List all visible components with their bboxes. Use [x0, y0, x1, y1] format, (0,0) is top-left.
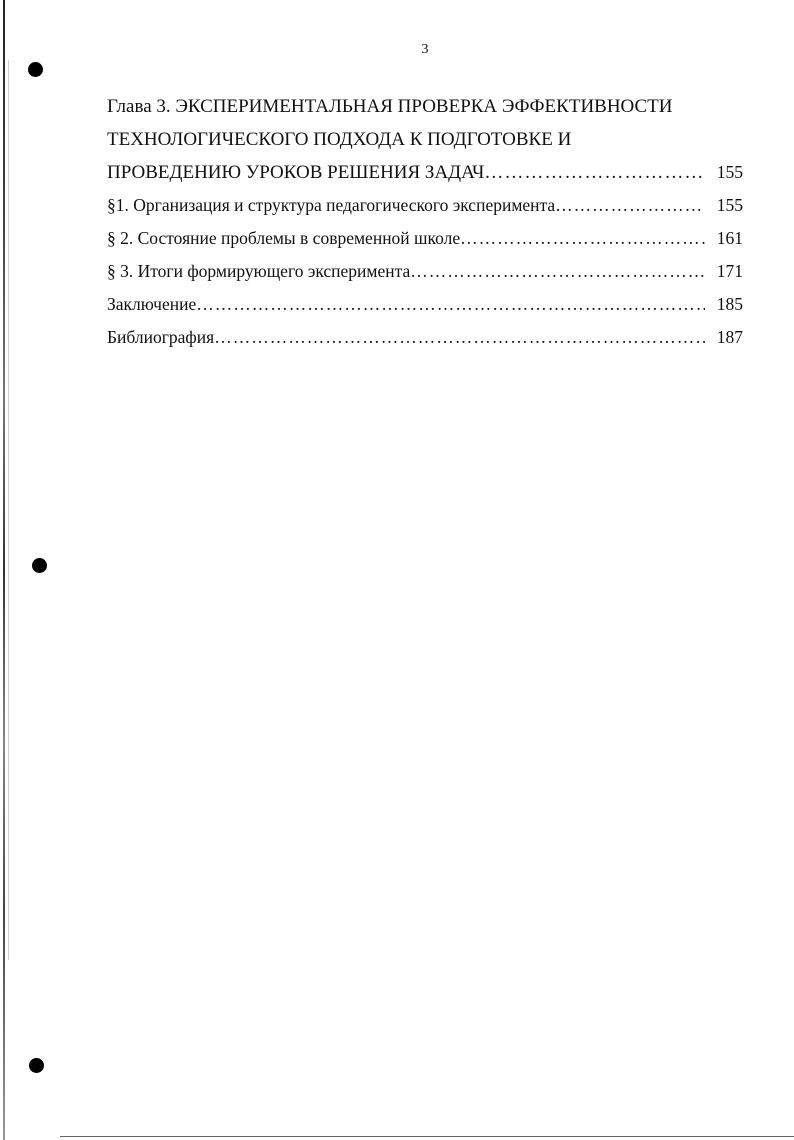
table-of-contents [107, 90, 743, 354]
dot-leader [196, 288, 705, 321]
toc-entry-page: 171 [716, 261, 743, 281]
toc-entry-label: § 3. Итоги формирующего эксперимента [107, 261, 411, 281]
toc-entry-chapter-3[interactable] [107, 156, 743, 189]
dot-leader [214, 321, 705, 354]
scan-bottom-edge [60, 1136, 794, 1137]
dot-leader [410, 255, 705, 288]
toc-entry-label: Заключение [107, 294, 197, 314]
toc-entry-page: 187 [716, 327, 743, 347]
toc-entry-label: ПРОВЕДЕНИЮ УРОКОВ РЕШЕНИЯ ЗАДАЧ [107, 162, 485, 183]
dot-leader [484, 156, 705, 189]
toc-entry-section-2[interactable] [107, 222, 743, 255]
page-number: 3 [421, 42, 429, 57]
scan-left-edge-shadow [8, 60, 9, 960]
dot-leader [555, 189, 705, 222]
toc-entry-conclusion[interactable] [107, 288, 743, 321]
toc-entry-bibliography[interactable] [107, 321, 743, 354]
toc-entry-page: 185 [716, 294, 743, 314]
toc-entry-page: 161 [716, 228, 743, 248]
binder-hole-middle [32, 558, 47, 573]
toc-entry-page: 155 [716, 162, 743, 182]
toc-entry-section-3[interactable] [107, 255, 743, 288]
chapter-3-title-line-1: Глава 3. ЭКСПЕРИМЕНТАЛЬНАЯ ПРОВЕРКА ЭФФЕКТИВНОСТИ [107, 96, 673, 117]
toc-entry-label: §1. Организация и структура педагогического эксперимента [107, 195, 556, 215]
scan-left-edge [3, 0, 5, 1140]
dot-leader [460, 222, 705, 255]
chapter-3-title-line-2: ТЕХНОЛОГИЧЕСКОГО ПОДХОДА К ПОДГОТОВКЕ И [107, 129, 572, 150]
toc-entry-label: Библиография [107, 327, 215, 347]
toc-entry-page: 155 [716, 195, 743, 215]
binder-hole-bottom [29, 1058, 44, 1073]
binder-hole-top [28, 62, 43, 77]
toc-entry-section-1[interactable] [107, 189, 743, 222]
toc-entry-label: § 2. Состояние проблемы в современной школе [107, 228, 461, 248]
